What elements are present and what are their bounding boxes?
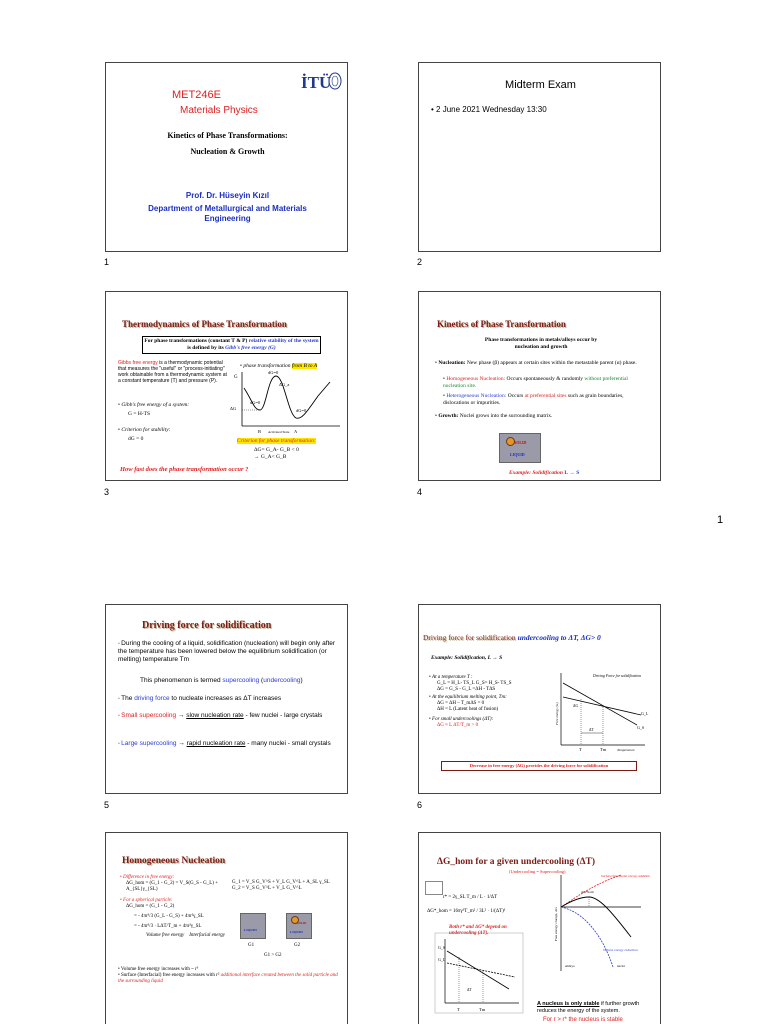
homo-bullet: • Homogeneous Nucleation: Occurs spontaneously & randomly without preferential nucleation site. [443,376,628,389]
para-2-a: This phenomenon is termed [140,677,223,684]
gibbs-desc: is a thermodynamic potential that measures the "useful" or "process-initiating" work obtainable from a thermodynamic system at a constant temperature (T) and pressure (P). [118,360,227,384]
bul1: • Difference in free energy: [120,875,175,880]
g1g2-label: G1 > G2 [264,953,282,958]
g1-label: G1 [248,943,255,948]
para-4 [118,712,340,720]
transform-note-b: from B to A [291,363,318,369]
gs-label: G_S [438,945,446,950]
homo-eqs [120,875,232,939]
gl-line [447,963,515,977]
bullet-icon: ▫ [118,713,122,719]
hetero-desc: Occurs [506,393,525,399]
gs-line [447,951,509,989]
slide-title [423,633,601,642]
eq2: ΔG_hom = (G_1 - G_2) [126,904,175,909]
slide-number: 1 [104,257,110,267]
crit-eq2: → G_A< G_B [254,454,287,460]
para-3-a: The [121,695,135,702]
r-star-eq: r* = 2γ_SL T_m / L · 1/ΔT [443,895,498,900]
para-3 [118,695,281,702]
criterion-text: Criterion for stability: [121,427,171,433]
slide-1 [105,62,348,252]
para-5-arrow: → [176,740,187,747]
nuclei-label: nuclei [617,964,625,968]
para-2-b: supercooling [222,677,260,684]
gl-label: G_L [641,711,649,716]
g2-label: G2 [294,943,301,948]
slide-number: 4 [417,487,423,497]
x-label-b: B [258,429,262,434]
vol-label: Volume free energy [146,933,185,938]
para-2-e: ) [300,677,303,684]
liquid-label: LIQUID [244,928,257,932]
at-eq: • At the equilibrium melting point, Tm: [429,695,507,700]
example-label: Example: Solidification [509,470,563,476]
dg0-b: dG=0 [250,400,261,405]
interface-label: Surface/interfacial energy addition [601,874,651,878]
nucleation-bullet: • Nucleation: New phase (β) appears at certain sites within the metastable parent (α) phase. [435,360,637,366]
bul2: • For a spherical particle: [120,898,173,903]
energy-curve-diagram [230,370,348,438]
para-1-text: During the cooling of a liquid, solidification (nucleation) will begin only after the temperature has been lowered below the equilibrium solidification (or melting) temperature Tm [118,640,336,663]
volume-curve [561,907,613,967]
growth-desc: Nuclei grows into the surrounding matrix. [458,413,553,419]
slide-5 [105,604,348,794]
slide-number: 3 [104,487,110,497]
hetero-emph: at preferential sites [524,393,567,399]
page-number: 1 [717,514,724,526]
homo-desc: Occurs spontaneously & randomly [505,376,585,382]
undercooling-graph [435,933,525,1015]
slide-title: ΔG_hom for a given undercooling (ΔT) [437,857,596,867]
box-text: Gibb's free energy (G) [225,345,276,351]
solid-label: SOLID [297,921,307,925]
dgstar-label: ΔG*hom [581,890,594,894]
example-s: S [576,470,580,476]
example-line [509,470,579,476]
x-title: Temperature [617,748,635,752]
growth-term: Growth: [438,413,459,419]
eq5: ΔG ≈ L ΔT/T_m > 0 [437,723,479,728]
liquid-label-2: LIQUID [290,930,303,934]
slide-title: Driving force for solidification [142,620,272,631]
conclusion-box: Decrease in free energy (ΔG) provides the driving force for solidification [441,761,637,771]
g-star-eq: ΔG*_hom = 16πγ³T_m² / 3L² · 1/(ΔT)² [427,909,506,914]
bul2-text: For a spherical particle: [123,898,173,903]
bullet-dot: • [431,105,437,114]
g1-eq: G_1 = V_S G_V^S + V_L G_V^L + A_SL γ_SL [232,880,330,885]
at-eq-text: At the equilibrium melting point, Tm: [432,695,507,700]
axis-g: G [234,375,238,380]
eq3: ΔG = ΔH – T_mΔS = 0 [437,701,485,706]
title-a: Driving force for solidification [423,633,516,642]
para-5-a: Large supercooling [121,740,177,747]
slide-number: 5 [104,800,110,810]
eq1: ΔG_hom = (G_1 - G_2) = V_S(G_S - G_L) + A_{SL}γ_{SL} [126,881,218,892]
x-label-a: A [294,429,298,434]
small-graph-box [425,881,443,895]
liquid-label: LIQUID [510,452,525,457]
subtitle: (Undercooling = Supercooling) [509,869,566,874]
department: Department of Metallurgical and Materials Engineering [148,204,307,223]
stability-note [537,1001,659,1015]
example-l: L [564,470,568,476]
para-5 [118,740,340,748]
itu-logo [301,69,343,97]
criterion-eq: dG = 0 [128,436,144,442]
lecture-title-2: Nucleation & Growth [190,147,265,156]
bullet-item [431,105,547,114]
author-name: Prof. Dr. Hüseyin Kızıl [185,191,270,200]
at-temp-text: At a temperature T : [432,675,473,680]
arrow-icon: → [569,470,575,476]
dga-label: ΔG_a [279,382,290,387]
hetero-term: Heterogeneous Nucleation: [446,393,507,399]
liquid-box [240,913,266,939]
course-subject: Materials Physics [180,105,258,116]
para-3-b: driving force [134,695,170,702]
slide-2 [418,62,661,252]
gibbs-eq: G = H-TS [128,411,151,417]
exam-date: 2 June 2021 Wednesday 13:30 [436,105,547,114]
slide-4 [418,291,661,481]
small-uc: • For small undercoolings (ΔT): [429,717,494,722]
gs-label: G_S [637,725,645,730]
slide-6 [418,604,661,794]
t-label: T [579,747,582,752]
para-4-arrow: → [176,712,187,719]
intf-label: Interfacial energy [189,933,226,938]
slide-title: Thermodynamics of Phase Transformation [122,319,287,329]
box-text: is defined by its [187,345,226,351]
eq1: G_L = H_L- TS_L G_S= H_S- TS_S [437,681,512,686]
question-text: How fast does the phase transformation occur ? [120,466,249,473]
slide-8 [418,832,661,1024]
stability-term: A nucleus is only stable [537,1001,600,1007]
solid-box [286,913,312,939]
para-5-d: - many nuclei - small crystals [245,740,331,747]
free-energy-radius-graph [551,871,651,975]
bullet-icon: ▫ [118,696,122,702]
itu-logo-text: İTÜ [301,73,332,92]
g-eqs [232,880,330,892]
slide-title: Homogeneous Nucleation [122,856,226,866]
gibbs-definition [118,360,230,384]
vol-label: Volume energy reduction [603,948,638,952]
gl-label: G_L [438,957,446,962]
graph-frame [435,933,523,1013]
homo-emph: without preferential nucleation site. [443,376,628,389]
growth-bullet: • Growth: Nuclei grows into the surrounding matrix. [435,413,553,419]
solid-label: SOLID [514,440,527,445]
box-text: relative stability of the system [248,338,319,344]
transform-note-a: phase transformation [243,363,292,369]
eq3: = - 4πr³/3 (G_L - G_S) + 4πr²γ_SL [134,914,204,919]
brace-labels [120,933,232,939]
para-3-c: to nucleate increases as ΔT increases [169,695,282,702]
criterion-bullet: • Criterion for stability: [118,427,171,433]
dt-label: ΔT [589,728,594,732]
para-2-c: ( [259,677,264,684]
gibbs-bullet: • Gibb's free energy of a system: [118,402,190,408]
dg0-a: dG=0 [296,408,307,413]
crit-eq1: ΔG= G_A- G_B < 0 [254,447,299,453]
y-title: Free energy change, ΔG [554,907,558,941]
graph-title: Driving Force for solidification [593,674,642,678]
y-title: Free energy (G) [555,702,559,725]
lecture-title-1: Kinetics of Phase Transformations: [167,131,288,140]
note-2-a: Surface (Interfacial) free energy increases with r² [121,973,220,978]
notes [118,967,343,985]
para-2-d: undercooling [263,677,301,684]
example-line: Example: Solidification, L → S [431,655,503,661]
bul1-text: Difference in free energy: [123,875,175,880]
note-2: • Surface (Interfacial) free energy increases with r² additional interface created between the solid particle and the surrounding liquid [118,973,338,984]
para-5-c: rapid nucleation rate [186,740,246,747]
at-temp: • At a temperature T : [429,675,473,680]
both-note: Both r* and ΔG* depend on undercooling (ΔT). [449,925,507,936]
transform-note: • phase transformation from B to A [240,363,318,369]
para-4-a: Small supercooling [121,712,177,719]
homo-term: Homogeneous Nucleation: [446,376,506,382]
solidification-figure [499,433,541,463]
slide-subtitle: Phase transformations in metals/alloys occur by nucleation and growth [484,337,598,350]
eq2: ΔG = G_S - G_L =ΔH - TΔS [437,687,496,692]
hetero-desc2: such as grain boundaries, dislocations or impurities. [443,393,624,406]
left-text [429,675,549,729]
g2-eq: G_2 = V_S G_V^L + V_L G_V^L [232,886,302,891]
embryo-label: embryo [565,964,575,968]
hetero-bullet: • Heterogeneous Nucleation: Occurs at preferential sites such as grain boundaries, dislocations or impurities. [443,393,624,406]
eq4: = - 4πr³/3 · LΔT/T_m + 4πr²γ_SL [134,924,202,929]
gibbs-term: Gibbs free energy [118,360,158,366]
slide-number: 6 [417,800,423,810]
dg0-top: dG=0 [268,370,279,375]
total-curve [561,897,631,937]
small-uc-text: For small undercoolings (ΔT): [432,717,494,722]
bullet-icon: ▫ [118,741,122,747]
eq4: ΔH = L (Latent heat of fusion) [437,707,499,712]
free-energy-graph [553,669,649,759]
crit-title-text: Criterion for phase transformation: [237,438,316,444]
para-4-d: - few nuclei - large crystals [243,712,323,719]
t-label: T [457,1007,460,1012]
definition-box [142,336,321,354]
tm-label: Tm [600,747,607,752]
note-2-b: additional interface created between the solid particle and the surrounding liquid [118,973,338,984]
box-text: For phase transformations (constant T & P) [144,338,249,344]
course-code: MET246E [172,89,221,101]
tm-label: Tm [479,1007,486,1012]
para-2 [140,677,303,684]
itu-seal-icon [328,72,342,90]
gibbs-bullet-text: Gibb's free energy of a system: [121,402,190,408]
slide-3 [105,291,348,481]
bullet-icon: ▫ [118,641,122,647]
stability-desc: if further growth reduces the energy of the system. [537,1001,640,1014]
slide-title: Kinetics of Phase Transformation [437,319,566,329]
para-4-c: slow nucleation rate [186,712,244,719]
note-1-text: Volume free energy increases with ~ r³ [120,967,199,972]
note-1: • Volume free energy increases with ~ r³ [118,967,199,972]
crit-title [237,438,316,445]
slide-title: Midterm Exam [505,79,576,91]
stability-rule: For r > r* the nucleus is stable [543,1017,623,1023]
dg-label: ΔG [573,704,579,708]
nucleation-term: Nucleation: [438,360,466,366]
x-label-activated: Activated State [268,430,290,434]
slide-7 [105,832,348,1024]
para-1 [118,640,340,664]
slide-number: 2 [417,257,423,267]
dt-label: ΔT [467,988,472,992]
dg-label: ΔG [230,406,237,411]
nucleation-desc: New phase (β) appears at certain sites within the metastable parent (α) phase. [465,360,637,366]
title-b: undercooling to ΔT, ΔG> 0 [515,633,601,642]
